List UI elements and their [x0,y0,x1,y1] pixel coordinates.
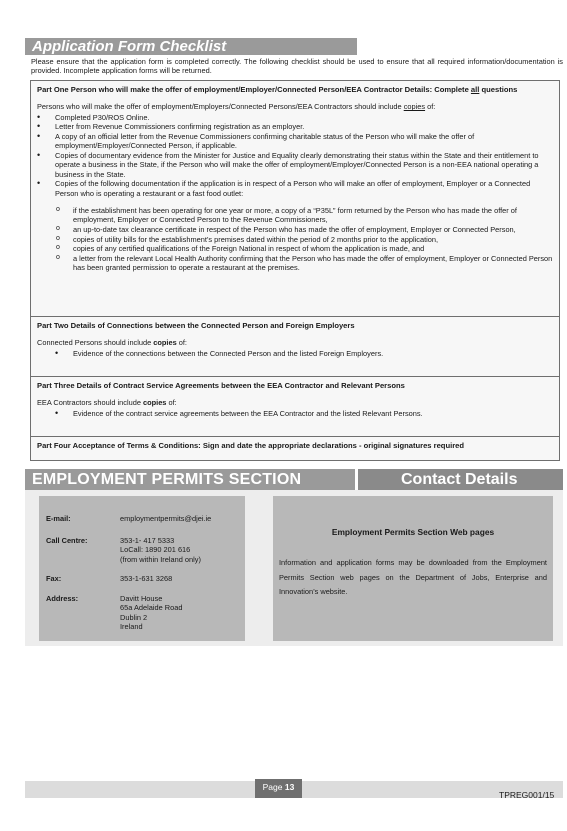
sub-list-item: o a letter from the relevant Local Health Authority confirming that the Person who has made the offer of employment, Employer or Connected Person has been granted permission to operate a restaurant at the premises. [37,254,553,273]
part-one-sub-list [37,206,553,273]
part-one-list [37,113,553,198]
fax-label: Fax: [46,574,62,583]
email-label: E-mail: [46,514,71,523]
web-pages-title: Employment Permits Section Web pages [331,527,495,537]
web-pages-box [273,496,553,641]
list-item: • Completed P30/ROS Online. [37,113,553,122]
part-four-section [31,437,559,460]
document-code: TPREG001/15 [499,790,555,800]
list-item: • Copies of documentary evidence from the Minister for Justice and Equality clearly demonstrating their status within the State and their entitlement to operate a business in the State, if the Person who will make the offer of employment/Employer/Connected Person is a non-EEA national operating a business in the State. [37,151,553,179]
contact-details-title: Contact Details [401,471,518,488]
list-item: • Letter from Revenue Commissioners confirming registration as an employer. [37,122,553,131]
list-item: • Evidence of the contract service agreements between the EEA Contractor and the listed Relevant Persons. [37,409,553,418]
sub-list-item: o if the establishment has been operating for one year or more, a copy of a “P35L” form returned by the Person who has made the offer of employment, Employer or Connected Person to the Revenue Commissioners, [37,206,553,225]
address-value: Davitt House 65a Adelaide Road Dublin 2 Ireland [120,594,183,631]
part-three-heading: Part Three Details of Contract Service Agreements between the EEA Contractor and Relevant Persons [37,381,405,390]
address-label: Address: [46,594,79,603]
part-four-heading: Part Four Acceptance of Terms & Conditions: Sign and date the appropriate declarations - original signatures required [37,441,465,450]
employment-section-bar [25,469,355,490]
part-two-lead: Connected Persons should include copies of: [37,338,187,348]
intro-text: Please ensure that the application form is completed correctly. The following checklist should be used to ensure that all required information/documentation is provided. Incomplete application forms will be returned. [31,57,563,76]
part-two-heading: Part Two Details of Connections between the Connected Person and Foreign Employers [37,321,355,330]
sub-list-item: o copies of utility bills for the establishment’s premises dated within the period of 2 months prior to the application, [37,235,553,244]
web-pages-text: Information and application forms may be downloaded from the Employment Permits Section web pages on the Department of Jobs, Enterprise and Innovation’s website. [279,558,547,596]
part-three-section [31,377,559,437]
part-two-section [31,317,559,377]
employment-section-title: EMPLOYMENT PERMITS SECTION [32,471,302,488]
page-title: Application Form Checklist [32,38,227,55]
part-three-list [37,409,553,418]
fax-value: 353-1-631 3268 [120,574,173,583]
part-three-lead: EEA Contractors should include copies of: [37,398,177,408]
contact-box [39,496,245,641]
part-two-list [37,349,553,358]
checklist-box [30,80,560,461]
sub-list-item: o an up-to-date tax clearance certificate in respect of the Person who has made the offer of employment, Employer or Connected Person, [37,225,553,234]
email-value[interactable]: employmentpermits@djei.ie [120,514,212,523]
list-item: • Copies of the following documentation if the application is in respect of a Person who will make an offer of employment, Employer or a Connected Person who is operating a restaurant or a fast food outlet: [37,179,553,198]
part-one-section [31,81,559,317]
call-centre-value: 353-1- 417 5333 LoCall: 1890 201 616 (from within Ireland only) [120,536,201,564]
list-item: • A copy of an official letter from the Revenue Commissioners confirming charitable status of the Person who will make the offer of employment/Employer/Connected Person, if applicable. [37,132,553,151]
part-one-lead: Persons who will make the offer of employment/Employers/Connected Persons/EEA Contractors should include copies of: [37,102,436,112]
checklist-title-bar [25,38,357,55]
part-one-heading: Part One Person who will make the offer of employment/Employer/Connected Person/EEA Contractor Details: Complete all questions [37,85,518,94]
contact-details-bar [358,469,563,490]
call-centre-label: Call Centre: [46,536,88,545]
list-item: • Evidence of the connections between the Connected Person and the listed Foreign Employers. [37,349,553,358]
page-number-badge: Page 13 [255,779,302,798]
sub-list-item: o copies of any certified qualifications of the Foreign National in respect of whom the application is made, and [37,244,553,253]
